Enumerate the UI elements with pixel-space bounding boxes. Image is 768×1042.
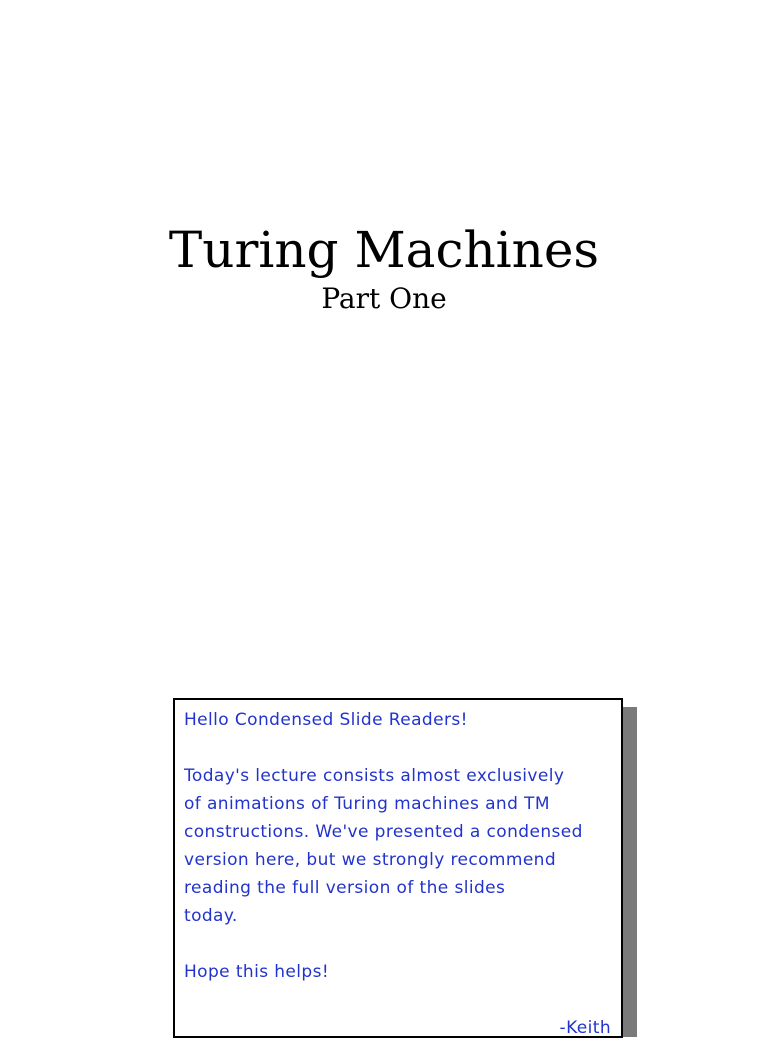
note-blank-line	[184, 734, 613, 762]
note-body-line: Today's lecture consists almost exclusively	[184, 766, 565, 786]
note-body-line: constructions. We've presented a condensed	[184, 822, 583, 842]
note-blank-line	[184, 986, 613, 1014]
note-body-line: reading the full version of the slides	[184, 878, 506, 898]
condensed-reader-note	[173, 698, 623, 1038]
note-closing: Hope this helps!	[184, 962, 330, 982]
note-blank-line	[184, 930, 613, 958]
slide-title: Turing Machines	[168, 221, 600, 279]
note-greeting: Hello Condensed Slide Readers!	[184, 710, 468, 730]
note-signature: -Keith	[559, 1018, 611, 1038]
note-body-line: of animations of Turing machines and TM	[184, 794, 550, 814]
note-body-line: today.	[184, 906, 238, 926]
note-body-line: version here, but we strongly recommend	[184, 850, 557, 870]
slide-subtitle: Part One	[321, 282, 447, 315]
